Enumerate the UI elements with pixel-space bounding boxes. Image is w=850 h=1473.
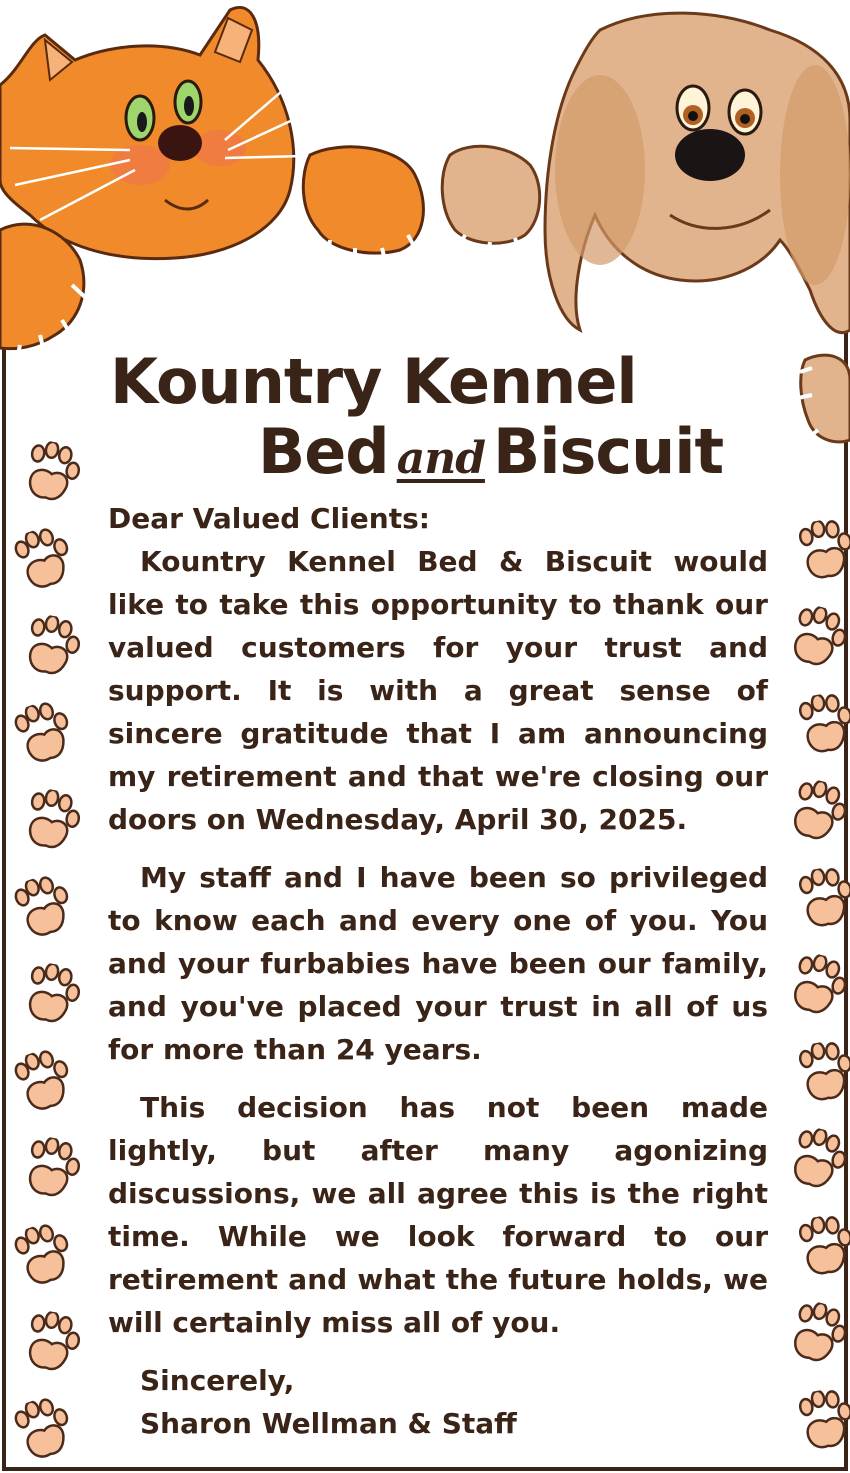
title-line-1: Kountry Kennel	[110, 345, 637, 418]
title-bed: Bed	[258, 415, 389, 488]
title-line-2	[258, 415, 723, 488]
paw-print-icon	[17, 437, 85, 508]
paw-print-icon	[791, 1211, 850, 1282]
paw-print-icon	[791, 689, 850, 760]
paragraph-2: My staff and I have been so privileged to know each and every one of you. You and your furbabies have been our family, and you've placed your trust in all of us for more than 24 years.	[108, 861, 768, 1066]
letter-body	[108, 497, 768, 1445]
paw-print-icon	[17, 1133, 85, 1204]
title-and: and	[396, 433, 485, 484]
paw-print-icon	[791, 1037, 850, 1108]
paw-print-icon	[791, 863, 850, 934]
signature: Sharon Wellman & Staff	[140, 1407, 517, 1440]
paw-print-icon	[17, 611, 85, 682]
closing: Sincerely,	[140, 1364, 295, 1397]
paw-print-icon	[791, 1385, 850, 1456]
paragraph-3: This decision has not been made lightly, but after many agonizing discussions, we all agree this is the right time. While we look forward to our retirement and what the future holds, we will certainly miss all of you.	[108, 1091, 768, 1339]
paw-print-icon	[17, 959, 85, 1030]
paw-print-icon	[17, 785, 85, 856]
title-biscuit: Biscuit	[492, 415, 724, 488]
salutation: Dear Valued Clients:	[108, 502, 430, 535]
paw-print-icon	[791, 515, 850, 586]
paragraph-1: Kountry Kennel Bed & Biscuit would like to take this opportunity to thank our valued customers for your trust and support. It is with a great sense of sincere gratitude that I am announcing my retirement and that we're closing our doors on Wednesday, April 30, 2025.	[108, 545, 768, 836]
cat-illustration	[0, 7, 423, 372]
paw-print-icon	[17, 1307, 85, 1378]
